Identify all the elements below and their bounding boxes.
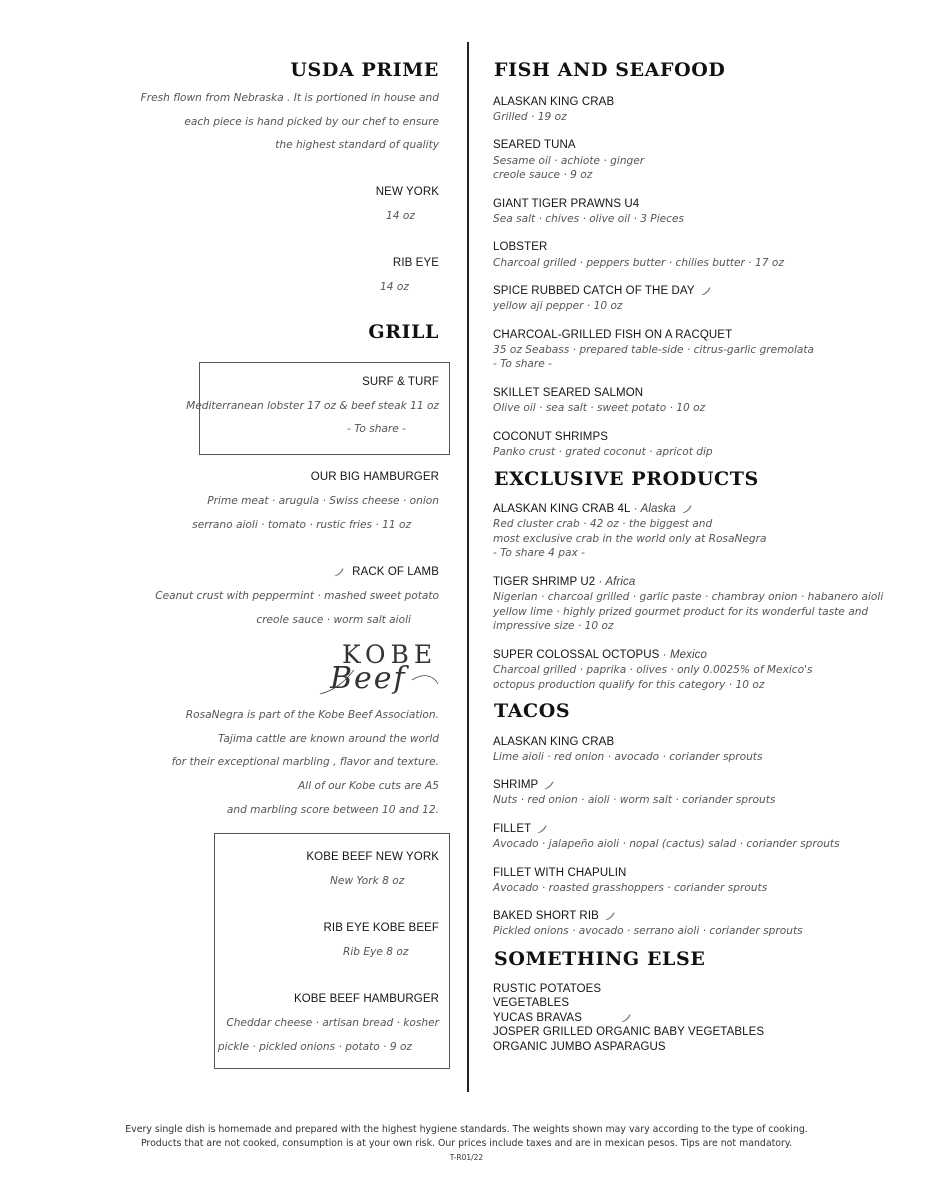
grill-item-hamburger-desc-1: Prime meat · arugula · Swiss cheese · onion [207, 495, 439, 507]
usda-item-new-york: NEW YORK [375, 186, 439, 198]
exclusive-octopus-desc-1: Charcoal grilled · paprika · olives · only 0.0025% of Mexico's [493, 664, 813, 676]
grill-item-rack-of-lamb [333, 566, 439, 578]
kobe-item-hamburger: KOBE BEEF HAMBURGER [293, 993, 439, 1005]
tacos-item-short-rib [493, 910, 615, 922]
footer-code: T-R01/22 [449, 1153, 484, 1162]
chili-pepper-icon [333, 567, 344, 577]
tacos-heading: TACOS [494, 700, 571, 722]
fish-item-alaskan-king-crab-desc: Grilled · 19 oz [493, 111, 567, 123]
else-item-rustic-potatoes: RUSTIC POTATOES [493, 983, 602, 995]
exclusive-tiger-shrimp-desc-2: yellow lime · highly prized gourmet product for its wonderful taste and [493, 606, 869, 618]
tacos-item-fillet [493, 823, 547, 835]
yucas-bravas-label: YUCAS BRAVAS [493, 1012, 582, 1024]
tacos-item-short-rib-desc: Pickled onions · avocado · serrano aioli · coriander sprouts [493, 925, 803, 937]
rack-of-lamb-label: RACK OF LAMB [352, 566, 439, 578]
kobe-logo-bottom: Beef [330, 661, 407, 696]
fish-item-fish-on-racquet: CHARCOAL-GRILLED FISH ON A RACQUET [493, 329, 733, 341]
kobe-logo-flourish [316, 640, 444, 698]
something-else-heading: SOMETHING ELSE [494, 948, 706, 970]
tacos-item-king-crab-desc: Lime aioli · red onion · avocado · coriander sprouts [493, 751, 763, 763]
fish-item-seared-tuna-desc-1: Sesame oil · achiote · ginger [493, 155, 645, 167]
tiger-shrimp-origin: · Africa [595, 576, 636, 588]
chili-pepper-icon [543, 780, 554, 790]
usda-desc-line-1: Fresh flown from Nebraska . It is portioned in house and [140, 92, 439, 104]
tacos-item-fillet-desc: Avocado · jalapeño aioli · nopal (cactus) salad · coriander sprouts [493, 838, 840, 850]
fish-item-lobster-desc: Charcoal grilled · peppers butter · chilies butter · 17 oz [493, 257, 784, 269]
exclusive-item-tiger-shrimp [493, 576, 635, 588]
exclusive-tiger-shrimp-desc-1: Nigerian · charcoal grilled · garlic paste · chambray onion · habanero aioli [493, 591, 884, 603]
grill-item-surf-turf: SURF & TURF [362, 376, 439, 388]
kobe-desc-line-1: RosaNegra is part of the Kobe Beef Association. [185, 709, 439, 721]
else-item-baby-vegetables: JOSPER GRILLED ORGANIC BABY VEGETABLES [493, 1026, 765, 1038]
grill-item-lamb-desc-2: creole sauce · worm salt aioli [256, 614, 411, 626]
fish-item-catch-of-the-day [493, 285, 711, 297]
exclusive-king-crab-desc-1: Red cluster crab · 42 oz · the biggest and [493, 518, 713, 530]
kobe-desc-line-3: for their exceptional marbling , flavor and texture. [171, 756, 439, 768]
king-crab-4l-origin: · Alaska [630, 503, 676, 515]
kobe-desc-line-4: All of our Kobe cuts are A5 [298, 780, 439, 792]
grill-item-hamburger-desc-2: serrano aioli · tomato · rustic fries · 11 oz [192, 519, 411, 531]
kobe-item-new-york: KOBE BEEF NEW YORK [306, 851, 439, 863]
octopus-label: SUPER COLOSSAL OCTOPUS [493, 649, 660, 661]
footer-disclaimer-line-1: Every single dish is homemade and prepared with the highest hygiene standards. The weights shown may vary according to the type of cooking. [125, 1124, 808, 1135]
chili-pepper-icon [620, 1013, 631, 1023]
else-item-yucas-bravas [493, 1012, 631, 1024]
fish-item-seared-tuna: SEARED TUNA [493, 139, 576, 151]
fish-item-coconut-shrimps-desc: Panko crust · grated coconut · apricot dip [493, 446, 713, 458]
exclusive-king-crab-desc-3: - To share 4 pax - [493, 547, 585, 559]
king-crab-4l-label: ALASKAN KING CRAB 4L [493, 503, 631, 515]
tacos-item-shrimp-desc: Nuts · red onion · aioli · worm salt · coriander sprouts [493, 794, 776, 806]
usda-item-rib-eye: RIB EYE [392, 257, 439, 269]
tacos-item-fillet-chapulin: FILLET WITH CHAPULIN [493, 867, 627, 879]
fish-seafood-heading: FISH AND SEAFOOD [494, 59, 726, 81]
fish-item-skillet-salmon-desc: Olive oil · sea salt · sweet potato · 10 oz [493, 402, 706, 414]
else-item-jumbo-asparagus: ORGANIC JUMBO ASPARAGUS [493, 1041, 666, 1053]
fish-item-fish-on-racquet-desc-2: - To share - [493, 358, 552, 370]
grill-heading: GRILL [368, 321, 439, 343]
exclusive-king-crab-desc-2: most exclusive crab in the world only at RosaNegra [493, 533, 767, 545]
kobe-item-hamburger-desc-1: Cheddar cheese · artisan bread · kosher [226, 1017, 439, 1029]
chili-pepper-icon [536, 824, 547, 834]
fish-item-alaskan-king-crab: ALASKAN KING CRAB [493, 96, 615, 108]
tacos-item-shrimp [493, 779, 554, 791]
kobe-item-rib-eye: RIB EYE KOBE BEEF [323, 922, 439, 934]
grill-item-surf-turf-share: - To share - [347, 423, 406, 435]
fish-item-lobster: LOBSTER [493, 241, 548, 253]
grill-item-hamburger: OUR BIG HAMBURGER [310, 471, 439, 483]
tacos-item-king-crab: ALASKAN KING CRAB [493, 736, 615, 748]
usda-item-new-york-desc: 14 oz [386, 210, 415, 222]
fish-item-coconut-shrimps: COCONUT SHRIMPS [493, 431, 609, 443]
fish-item-tiger-prawns: GIANT TIGER PRAWNS U4 [493, 198, 640, 210]
chili-pepper-icon [604, 911, 615, 921]
else-item-vegetables: VEGETABLES [493, 997, 570, 1009]
usda-prime-heading: USDA PRIME [290, 59, 439, 81]
octopus-origin: · Mexico [659, 649, 707, 661]
kobe-item-rib-eye-desc: Rib Eye 8 oz [343, 946, 409, 958]
usda-item-rib-eye-desc: 14 oz [380, 281, 409, 293]
kobe-logo-top: KOBE [342, 640, 438, 669]
grill-item-lamb-desc-1: Ceanut crust with peppermint · mashed sweet potato [155, 590, 439, 602]
grill-item-surf-turf-desc: Mediterranean lobster 17 oz & beef steak 11 oz [186, 400, 439, 412]
usda-desc-line-2: each piece is hand picked by our chef to ensure [184, 116, 439, 128]
kobe-item-new-york-desc: New York 8 oz [330, 875, 405, 887]
fish-item-catch-of-the-day-desc: yellow aji pepper · 10 oz [493, 300, 623, 312]
tacos-item-fillet-chapulin-desc: Avocado · roasted grasshoppers · coriander sprouts [493, 882, 768, 894]
kobe-desc-line-2: Tajima cattle are known around the world [218, 733, 439, 745]
exclusive-tiger-shrimp-desc-3: impressive size · 10 oz [493, 620, 614, 632]
fish-item-seared-tuna-desc-2: creole sauce · 9 oz [493, 169, 593, 181]
footer-disclaimer-line-2: Products that are not cooked, consumption is at your own risk. Our prices include taxes and are in mexican pesos. Tips are not mandatory. [140, 1138, 793, 1149]
kobe-beef-logo [316, 640, 444, 698]
kobe-items-box [214, 833, 450, 1069]
exclusive-octopus-desc-2: octopus production qualify for this category · 10 oz [493, 679, 765, 691]
catch-of-the-day-label: SPICE RUBBED CATCH OF THE DAY [493, 285, 695, 297]
chili-pepper-icon [700, 286, 711, 296]
kobe-desc-line-5: and marbling score between 10 and 12. [226, 804, 439, 816]
tacos-fillet-label: FILLET [493, 823, 532, 835]
column-divider [467, 42, 469, 1092]
tacos-short-rib-label: BAKED SHORT RIB [493, 910, 599, 922]
fish-item-fish-on-racquet-desc-1: 35 oz Seabass · prepared table-side · citrus-garlic gremolata [493, 344, 815, 356]
exclusive-item-octopus [493, 649, 707, 661]
tacos-shrimp-label: SHRIMP [493, 779, 539, 791]
fish-item-skillet-salmon: SKILLET SEARED SALMON [493, 387, 644, 399]
chili-pepper-icon [681, 504, 692, 514]
fish-item-tiger-prawns-desc: Sea salt · chives · olive oil · 3 Pieces [493, 213, 685, 225]
exclusive-item-king-crab-4l [493, 503, 692, 515]
kobe-item-hamburger-desc-2: pickle · pickled onions · potato · 9 oz [217, 1041, 412, 1053]
exclusive-products-heading: EXCLUSIVE PRODUCTS [494, 468, 759, 490]
usda-desc-line-3: the highest standard of quality [275, 139, 439, 151]
tiger-shrimp-label: TIGER SHRIMP U2 [493, 576, 596, 588]
